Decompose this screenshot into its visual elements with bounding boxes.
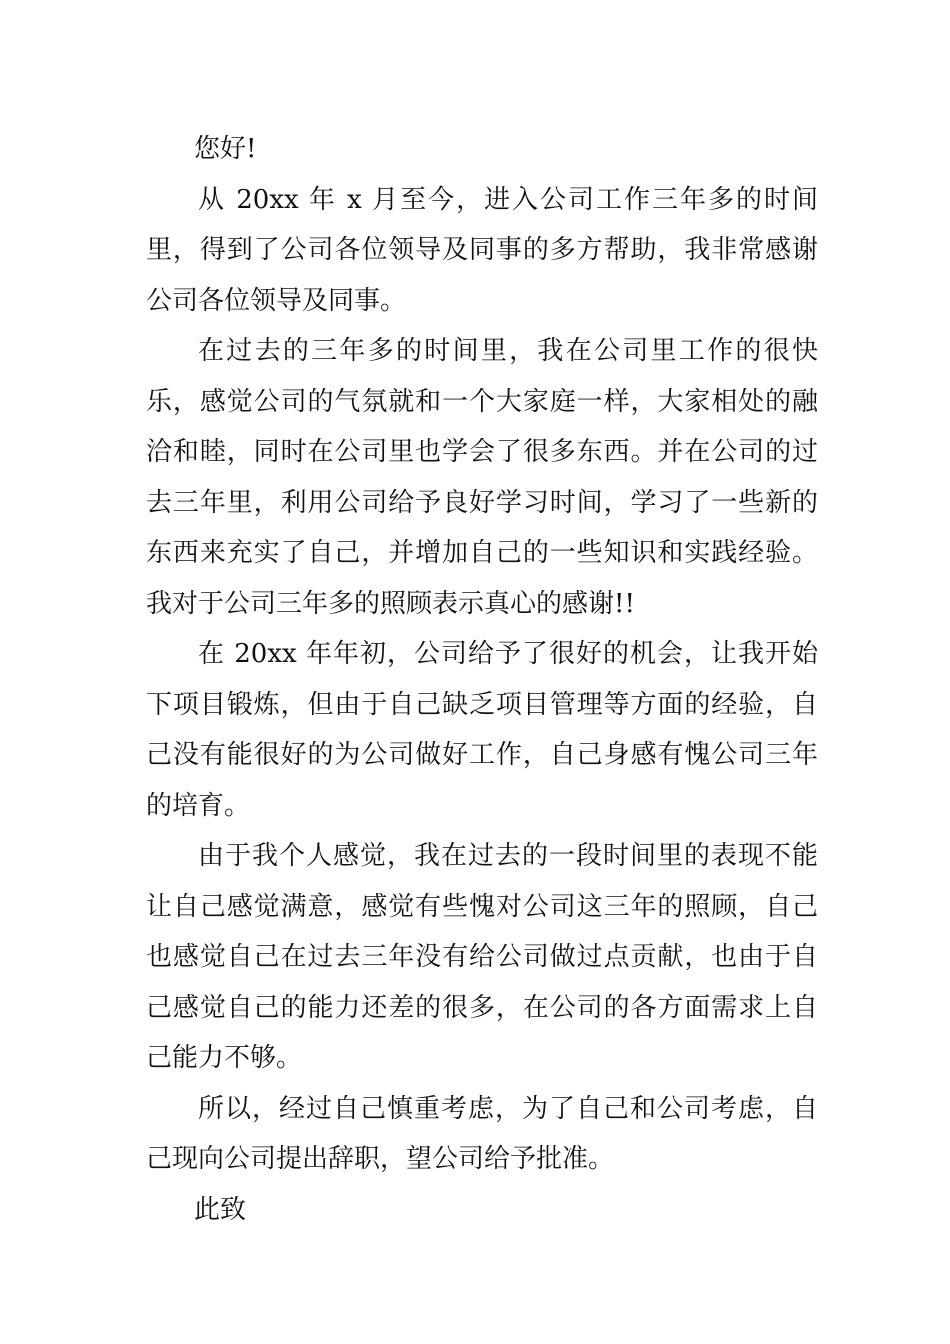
letter-paragraph-1: 从 20xx 年 x 月至今，进入公司工作三年多的时间里，得到了公司各位领导及同事的多方帮助，我非常感谢公司各位领导及同事。 — [146, 184, 818, 316]
letter-paragraph-3: 在 20xx 年年初，公司给予了很好的机会，让我开始下项目锻炼，但由于自己缺乏项目管理等方面的经验，自己没有能很好的为公司做好工作，自己身感有愧公司三年的培育。 — [146, 639, 818, 821]
letter-greeting: 您好! — [194, 134, 257, 164]
resignation-letter-body — [146, 124, 818, 1235]
letter-closing: 此致 — [194, 1194, 247, 1225]
letter-paragraph-2: 在过去的三年多的时间里，我在公司里工作的很快乐，感觉公司的气氛就和一个大家庭一样，大家相处的融洽和睦，同时在公司里也学会了很多东西。并在公司的过去三年里，利用公司给予良好学习时间，学习了一些新的东西来充实了自己，并增加自己的一些知识和实践经验。我对于公司三年多的照顾表示真心的感谢!! — [146, 336, 818, 619]
letter-paragraph-5: 所以，经过自己慎重考虑，为了自己和公司考虑，自己现向公司提出辞职，望公司给予批准。 — [146, 1093, 818, 1174]
letter-paragraph-4: 由于我个人感觉，我在过去的一段时间里的表现不能让自己感觉满意，感觉有些愧对公司这三年的照顾，自己也感觉自己在过去三年没有给公司做过点贡献，也由于自己感觉自己的能力还差的很多，在公司的各方面需求上自己能力不够。 — [146, 841, 818, 1073]
